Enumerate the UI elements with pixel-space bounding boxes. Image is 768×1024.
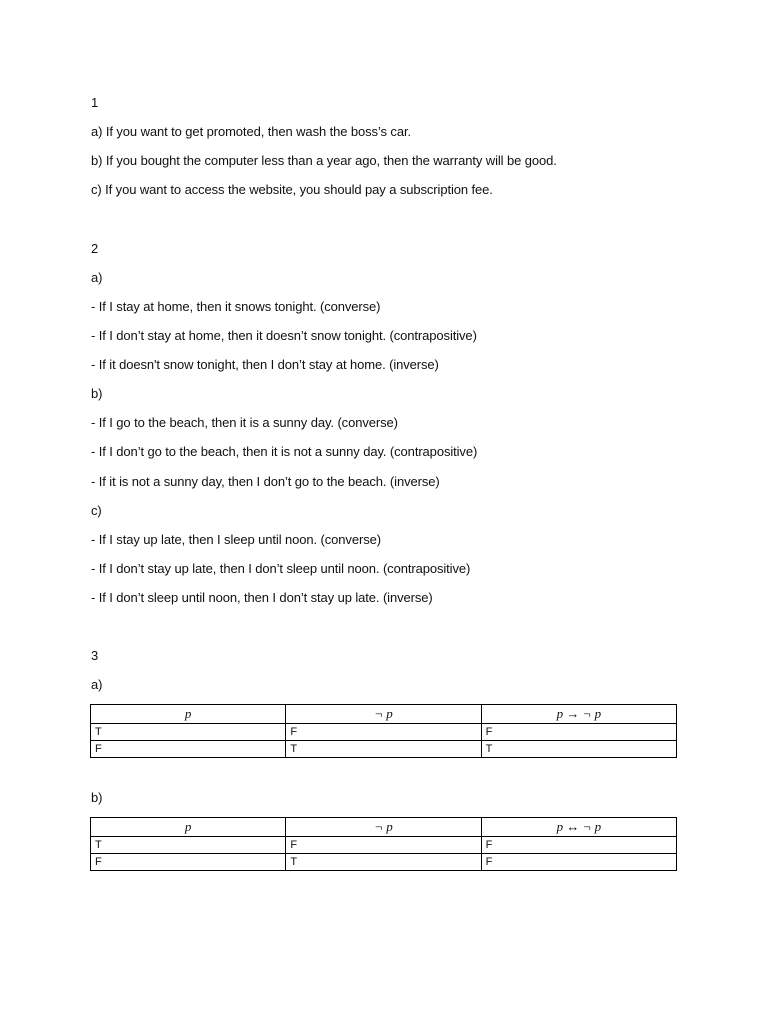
table-cell: T <box>481 741 676 758</box>
truth-table-b <box>90 817 677 871</box>
q2-c-contrapositive: - If I don’t stay up late, then I don’t sleep until noon. (contrapositive) <box>91 561 471 576</box>
table-row <box>91 837 677 854</box>
table-cell: T <box>286 854 481 871</box>
table-cell: T <box>286 741 481 758</box>
q2-b-contrapositive: - If I don’t go to the beach, then it is not a sunny day. (contrapositive) <box>91 444 478 459</box>
table-header-row <box>91 705 677 724</box>
table-cell: T <box>91 837 286 854</box>
q3-number: 3 <box>91 648 99 663</box>
table-cell: F <box>481 724 676 741</box>
q2-c-inverse: - If I don’t sleep until noon, then I don’t stay up late. (inverse) <box>91 590 433 605</box>
q1-number: 1 <box>91 95 99 110</box>
q3-a-label: a) <box>91 677 103 692</box>
q2-a-contrapositive: - If I don’t stay at home, then it doesn’t snow tonight. (contrapositive) <box>91 328 477 343</box>
table-cell: F <box>481 837 676 854</box>
q3-b-label: b) <box>91 790 103 805</box>
table-header-row <box>91 818 677 837</box>
column-header-not-p: ¬ p <box>286 818 481 837</box>
table-cell: F <box>91 854 286 871</box>
q2-number: 2 <box>91 241 99 256</box>
table-cell: T <box>91 724 286 741</box>
q2-c-converse: - If I stay up late, then I sleep until noon. (converse) <box>91 532 381 547</box>
table-row <box>91 854 677 871</box>
table-cell: F <box>91 741 286 758</box>
table-cell: F <box>481 854 676 871</box>
truth-table-a <box>90 704 677 758</box>
column-header-implication: p → ¬ p <box>481 705 676 724</box>
q2-c-label: c) <box>91 503 102 518</box>
table-cell: F <box>286 724 481 741</box>
table-row <box>91 724 677 741</box>
q2-a-label: a) <box>91 270 103 285</box>
column-header-not-p: ¬ p <box>286 705 481 724</box>
q1-item-c: c) If you want to access the website, you should pay a subscription fee. <box>91 182 493 197</box>
q1-item-b: b) If you bought the computer less than a year ago, then the warranty will be good. <box>91 153 557 168</box>
column-header-p: p <box>91 705 286 724</box>
q1-item-a: a) If you want to get promoted, then wash the boss’s car. <box>91 124 411 139</box>
q2-b-inverse: - If it is not a sunny day, then I don’t go to the beach. (inverse) <box>91 474 440 489</box>
table-row <box>91 741 677 758</box>
column-header-p: p <box>91 818 286 837</box>
q2-b-converse: - If I go to the beach, then it is a sunny day. (converse) <box>91 415 398 430</box>
q2-b-label: b) <box>91 386 103 401</box>
table-cell: F <box>286 837 481 854</box>
q2-a-inverse: - If it doesn't snow tonight, then I don’t stay at home. (inverse) <box>91 357 439 372</box>
column-header-biconditional: p ↔ ¬ p <box>481 818 676 837</box>
q2-a-converse: - If I stay at home, then it snows tonight. (converse) <box>91 299 381 314</box>
